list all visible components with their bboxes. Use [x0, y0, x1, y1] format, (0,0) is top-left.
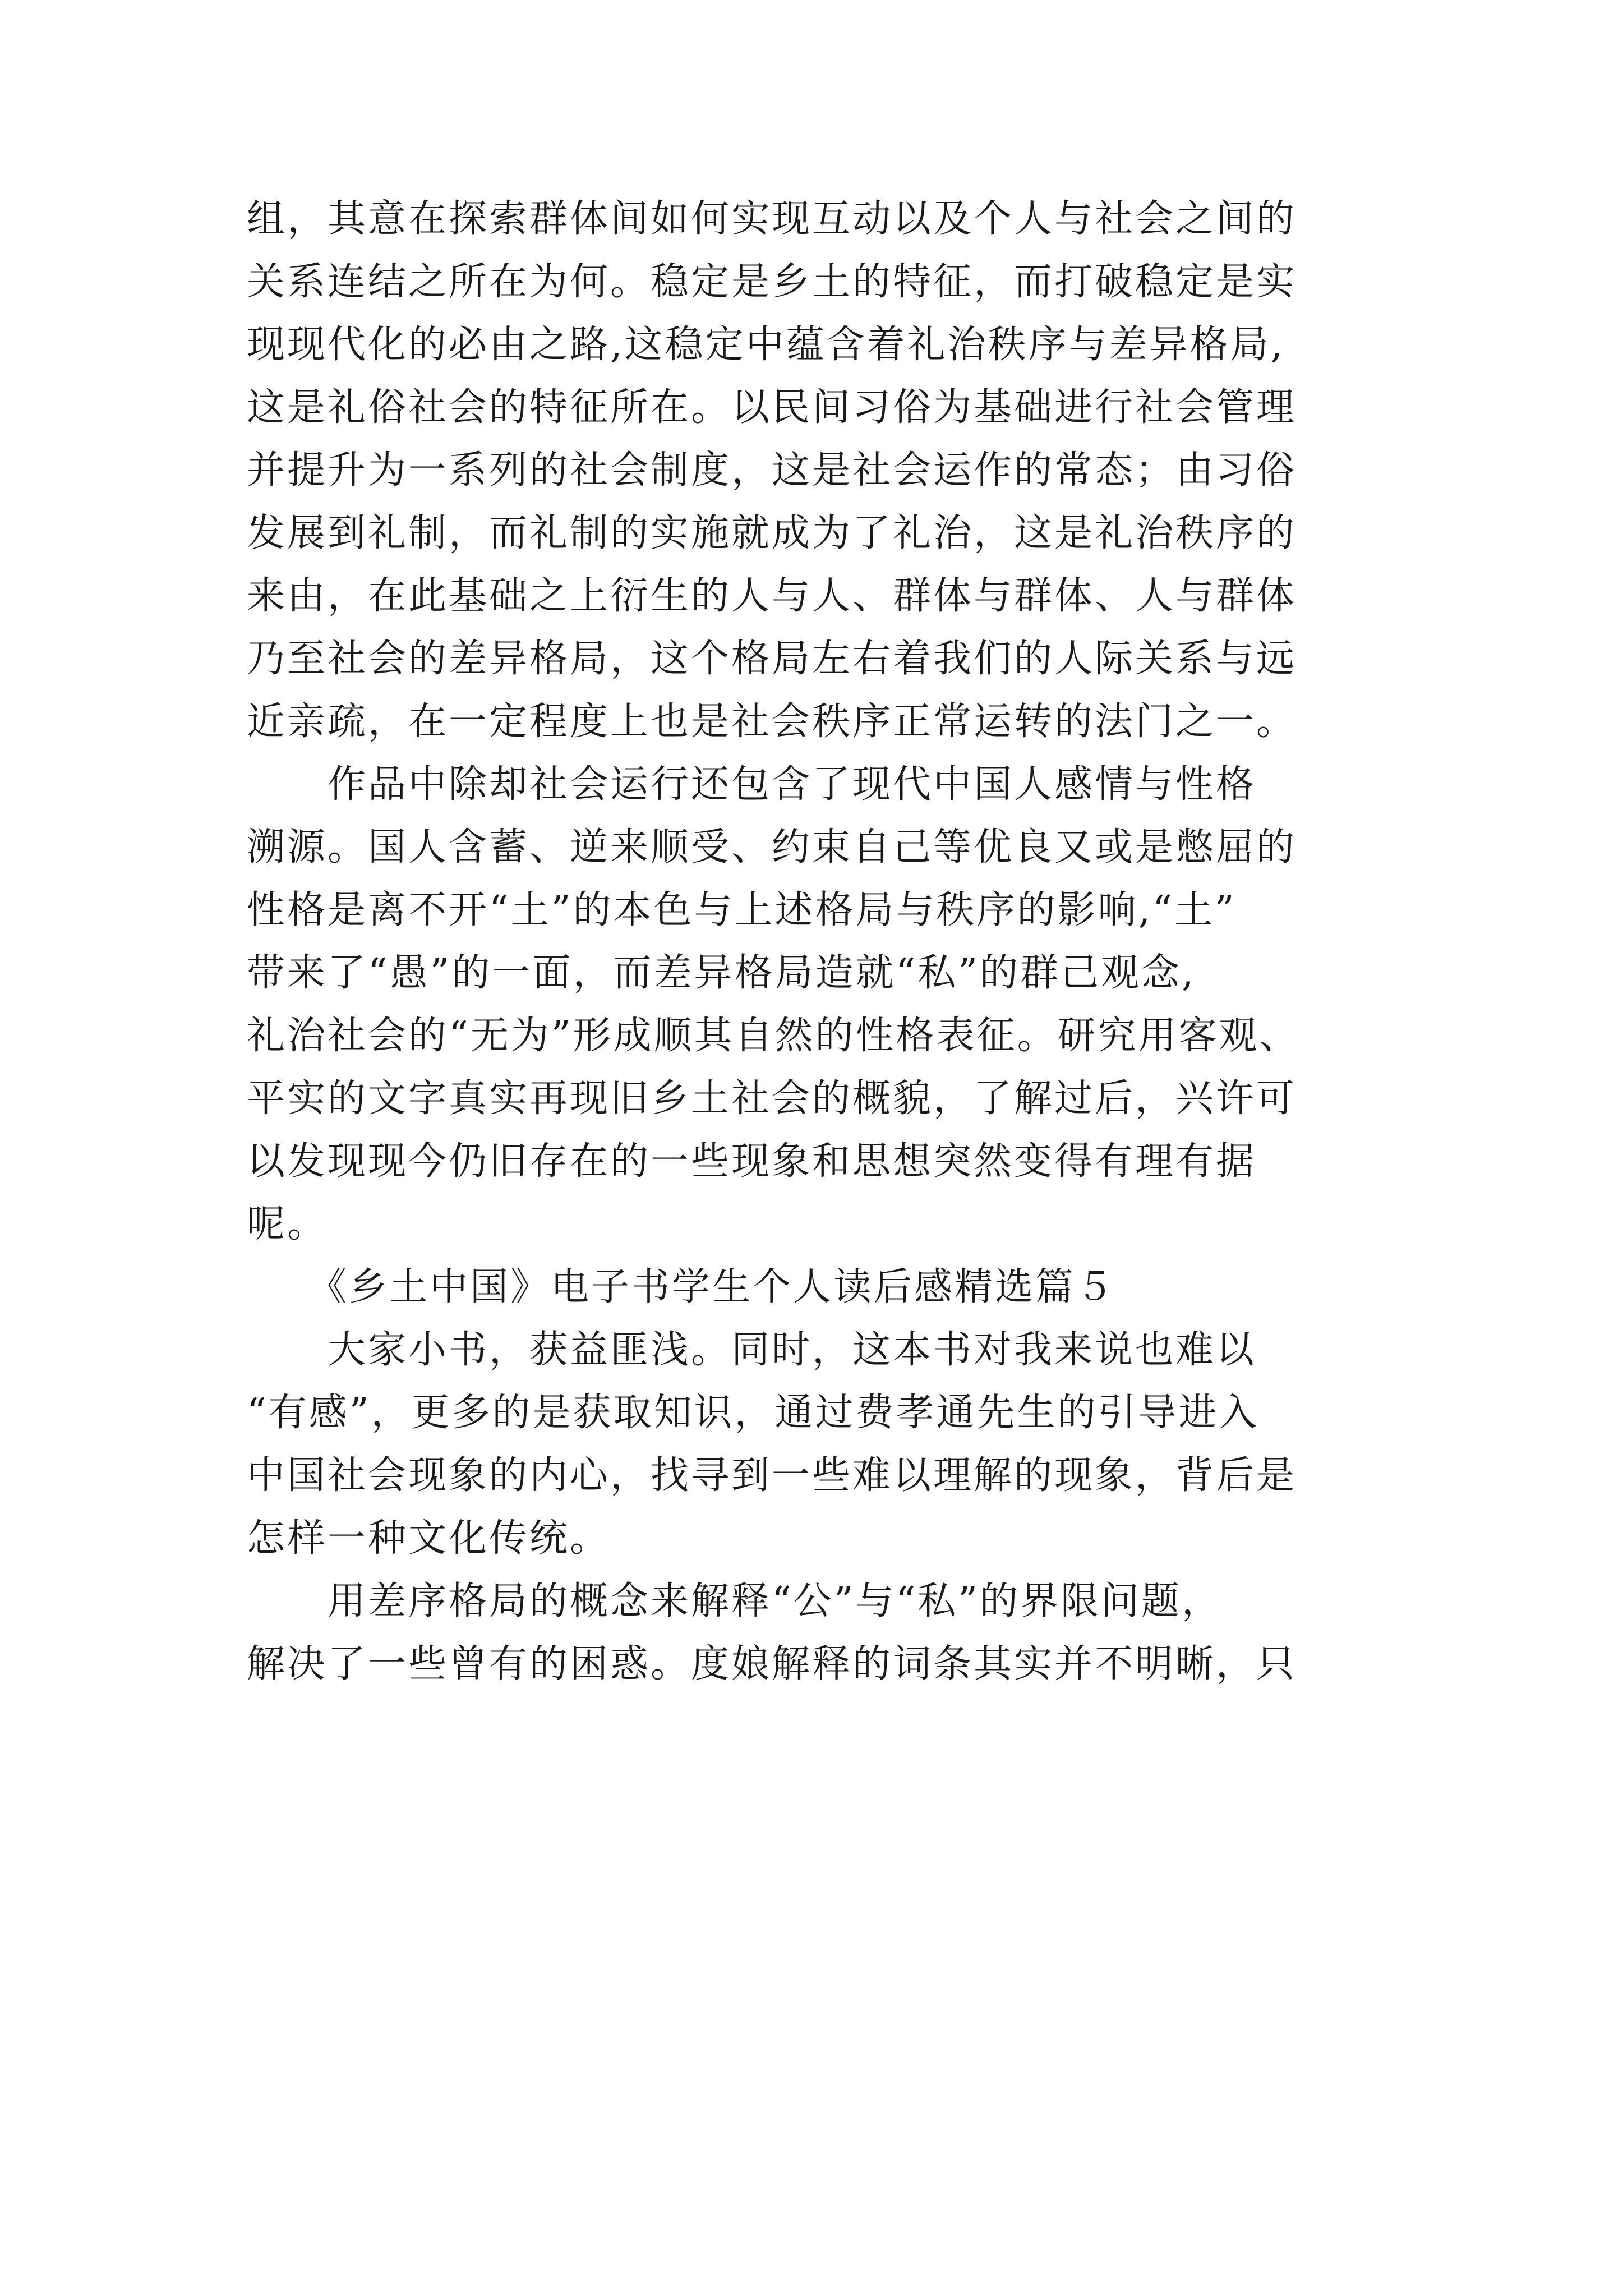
- text-line: 以发现现今仍旧存在的一些现象和思想突然变得有理有据: [247, 1139, 1257, 1184]
- text-line: 性格是离不开“土”的本色与上述格局与秩序的影响,“土”: [247, 888, 1237, 932]
- text-line: 怎样一种文化传统。: [247, 1516, 611, 1561]
- text-line: 解决了一些曾有的困惑。度娘解释的词条其实并不明晰，只: [247, 1642, 1297, 1686]
- section-heading: 《乡土中国》电子书学生个人读后感精选篇５: [247, 1265, 1117, 1309]
- text-line: 中国社会现象的内心，找寻到一些难以理解的现象，背后是: [247, 1453, 1297, 1498]
- text-line: 礼治社会的“无为”形成顺其自然的性格表征。研究用客观、: [247, 1014, 1300, 1058]
- text-line: 这是礼俗社会的特征所在。以民间习俗为基础进行社会管理: [247, 385, 1297, 430]
- text-line: 乃至社会的差异格局，这个格局左右着我们的人际关系与远: [247, 637, 1297, 681]
- text-line: “有感”，更多的是获取知识，通过费孝通先生的引导进入: [247, 1391, 1260, 1435]
- text-line: 发展到礼制，而礼制的实施就成为了礼治，这是礼治秩序的: [247, 511, 1297, 555]
- text-line: 关系连结之所在为何。稳定是乡土的特征，而打破稳定是实: [247, 260, 1297, 304]
- text-line: 溯源。国人含蓄、逆来顺受、约束自己等优良又或是憋屈的: [247, 825, 1297, 869]
- text-line: 平实的文字真实再现旧乡土社会的概貌，了解过后，兴许可: [247, 1076, 1297, 1121]
- paragraph-start-line: 用差序格局的概念来解释“公”与“私”的界限问题，: [247, 1579, 1223, 1623]
- text-line: 呢。: [247, 1202, 328, 1246]
- text-line: 现现代化的必由之路,这稳定中蕴含着礼治秩序与差异格局,: [247, 323, 1285, 367]
- text-line: 来由，在此基础之上衍生的人与人、群体与群体、人与群体: [247, 574, 1297, 618]
- paragraph-start-line: 大家小书，获益匪浅。同时，这本书对我来说也难以: [247, 1328, 1257, 1372]
- text-line: 近亲疏，在一定程度上也是社会秩序正常运转的法门之一。: [247, 700, 1297, 744]
- text-line: 组，其意在探索群体间如何实现互动以及个人与社会之间的: [247, 197, 1297, 241]
- text-line: 带来了“愚”的一面，而差异格局造就“私”的群己观念,: [247, 951, 1196, 995]
- text-line: 并提升为一系列的社会制度，这是社会运作的常态；由习俗: [247, 448, 1297, 493]
- paragraph-start-line: 作品中除却社会运行还包含了现代中国人感情与性格: [247, 762, 1257, 807]
- body-text: [247, 188, 1380, 1696]
